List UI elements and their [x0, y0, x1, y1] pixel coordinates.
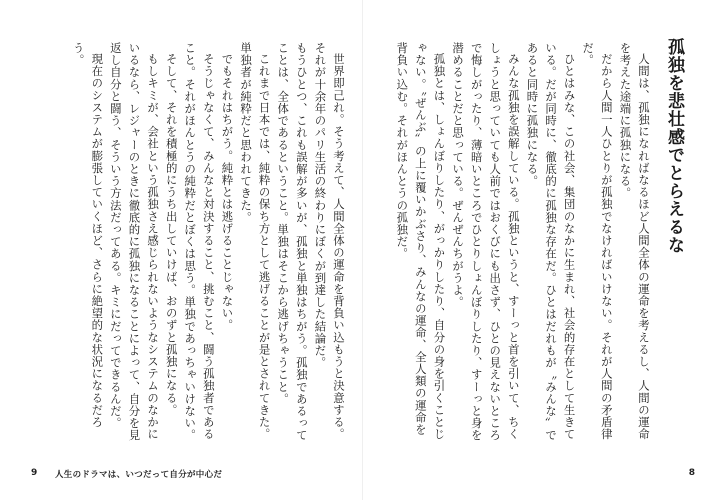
- page-number: 9: [31, 468, 38, 478]
- paragraph: 孤独とは、しょんぼりしたり、がっかりしたり、自分の身を引くことじゃない。〝ぜんぶ〟の上に覆いかぶさり、みんなの運命、全人類の運命を背負い込む。それがほんとうの孤独だ。: [395, 42, 447, 441]
- paragraph: もうひとつ、これも誤解が多いが、孤独と単独はちがう。孤独であるってことは、全体であるということ。単独はそこから逃げちゃうこと。: [276, 42, 309, 442]
- paragraph: これまで日本では、純粋の保ち方として逃げることが是とされてきた。単独者が純粋だと思われてきた。: [239, 42, 272, 441]
- paragraph: ひとはみな、この社会、集団のなかに生まれ、社会的存在として生きている。だが同時に、徹底的に孤独な存在だ。ひとはだれもが〝みんな〟であると同時に孤独になる。: [525, 42, 577, 442]
- paragraph: そうじゃなくて、みんなと対決すること、挑むこと、闘う孤独者であること。それがほんとうの純粋だとぼくは思う。単独であっちゃいけない。: [183, 42, 216, 442]
- page-number: 8: [688, 468, 695, 478]
- paragraph: そして、それを積極的にうち出していけば、おのずと孤独になる。: [164, 53, 179, 417]
- paragraph: もしキミが、会社という孤独さえ感じられないようなシステムのなかにいるなら、レジャーのときに徹底的に孤独になることによって、自分を見返し自分と闘う、そういう方法だってある。キミにだってできるんだ。: [108, 42, 161, 442]
- right-page: [363, 0, 725, 500]
- paragraph: 世界即己れ。そう考えて、人間全体の運命を背負い込もうと決意する。それが十余年のパリ生活の終わりにぼくが到達した結論だ。: [313, 42, 346, 441]
- paragraph: 現在のシステムが膨張していくほど、さらに絶望的な状況になるだろう。: [71, 42, 105, 429]
- left-page-body: [46, 42, 348, 442]
- running-head: 人生のドラマは、いつだって自分が中心だ: [55, 470, 223, 480]
- left-page: [0, 0, 362, 500]
- paragraph: みんな孤独を誤解している。孤独というと、すーっと首を引いて、ちくしょうと思っていても人前ではおくびにも出さず、ひとの見えないところで悔しがったり、薄暗いところでひとりしょんぼりしたり、すーっと身を潜めることだと思っている。ぜんぜんちがうよ。: [451, 42, 521, 442]
- section-heading: 孤独を悲壮感でとらえるな: [664, 38, 684, 254]
- right-page-body: [395, 42, 653, 442]
- paragraph: だから人間一人ひとりが孤独でなければいけない。それが人間の矛盾律だ。: [581, 42, 614, 441]
- paragraph: でもそれはちがう。純粋とは逃げることじゃない。: [220, 53, 235, 332]
- paragraph: 人間は、孤独になればなるほど人間全体の運命を考えるし、人間の運命を考えた途端に孤独になる。: [618, 42, 651, 441]
